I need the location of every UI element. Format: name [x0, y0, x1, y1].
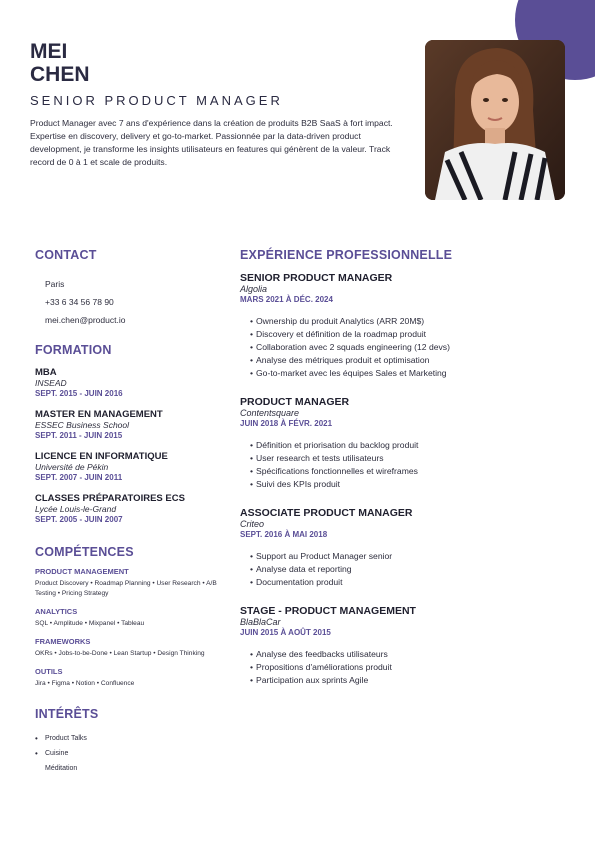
job-company: Criteo	[240, 519, 265, 529]
interest-item: Méditation	[45, 765, 78, 772]
education-item	[35, 493, 230, 525]
left-column	[35, 248, 230, 776]
edu-dates: SEPT. 2011 - JUIN 2015	[35, 431, 123, 440]
edu-degree: MBA	[35, 367, 57, 378]
edu-school: Lycée Louis-le-Grand	[35, 504, 117, 514]
job-bullet: • Propositions d'améliorations produit	[250, 661, 570, 674]
skill-category: OUTILS	[35, 667, 63, 676]
job-dates: JUIN 2018 À FÉVR. 2021	[240, 419, 333, 428]
skills-section	[35, 545, 230, 689]
interest-item: • Product Talks	[35, 731, 230, 746]
last-name: CHEN	[30, 63, 90, 86]
job-company: Algolia	[240, 284, 268, 294]
contact-phone: +33 6 34 56 78 90	[45, 297, 114, 307]
job-dates: SEPT. 2016 À MAI 2018	[240, 530, 328, 539]
contact-city: Paris	[45, 279, 65, 289]
profile-summary: Product Manager avec 7 ans d'expérience dans la création de produits B2B SaaS à fort impact. Expertise en discovery, delivery et go-to-market. Passionnée par la data-driven product development, je transforme les insights utilisateurs en features qui génèrent de la valeur. Track record de 0 à 1 et scale de produits.	[30, 118, 393, 167]
job-bullet: • Discovery et définition de la roadmap produit	[250, 328, 570, 341]
job-bullet: • Collaboration avec 2 squads engineering (12 devs)	[250, 341, 570, 354]
job-bullet: • Analyse data et reporting	[250, 563, 570, 576]
job-entry	[240, 605, 570, 687]
skill-items: Product Discovery • Roadmap Planning • User Research • A/B Testing • Pricing Strategy	[35, 580, 217, 597]
first-name: MEI	[30, 40, 68, 63]
job-company: BlaBlaCar	[240, 617, 281, 627]
interests-heading: INTÉRÊTS	[35, 707, 99, 721]
education-item	[35, 367, 230, 399]
job-bullet: • Participation aux sprints Agile	[250, 674, 570, 687]
job-bullet: • Spécifications fonctionnelles et wireframes	[250, 465, 570, 478]
job-bullet: • Analyse des métriques produit et optimisation	[250, 354, 570, 367]
job-entry	[240, 272, 570, 380]
profile-photo	[425, 40, 565, 200]
education-section	[35, 343, 230, 525]
job-role: SENIOR PRODUCT MANAGER	[240, 272, 393, 284]
interests-section	[35, 707, 230, 776]
edu-degree: CLASSES PRÉPARATOIRES ECS	[35, 493, 185, 504]
job-bullet: • Ownership du produit Analytics (ARR 20M$)	[250, 315, 570, 328]
education-item	[35, 451, 230, 483]
edu-school: INSEAD	[35, 378, 67, 388]
job-entry	[240, 507, 570, 589]
edu-school: Université de Pékin	[35, 462, 109, 472]
job-bullet: • Go-to-market avec les équipes Sales et Marketing	[250, 367, 570, 380]
right-column	[240, 248, 570, 687]
job-bullet: • Suivi des KPIs produit	[250, 478, 570, 491]
candidate-name	[30, 40, 90, 86]
edu-school: ESSEC Business School	[35, 420, 130, 430]
edu-dates: SEPT. 2015 - JUIN 2016	[35, 389, 123, 398]
job-company: Contentsquare	[240, 408, 300, 418]
contact-heading: CONTACT	[35, 248, 97, 262]
job-role: PRODUCT MANAGER	[240, 396, 350, 408]
edu-degree: MASTER EN MANAGEMENT	[35, 409, 163, 420]
edu-dates: SEPT. 2005 - JUIN 2007	[35, 515, 123, 524]
edu-dates: SEPT. 2007 - JUIN 2011	[35, 473, 123, 482]
job-dates: JUIN 2015 À AOÛT 2015	[240, 628, 331, 637]
experience-heading: EXPÉRIENCE PROFESSIONNELLE	[240, 248, 453, 262]
skill-items: SQL • Amplitude • Mixpanel • Tableau	[35, 620, 145, 627]
job-title-heading: SENIOR PRODUCT MANAGER	[30, 93, 283, 108]
job-bullet: • Support au Product Manager senior	[250, 550, 570, 563]
job-entry	[240, 396, 570, 491]
skill-category: FRAMEWORKS	[35, 637, 91, 646]
job-bullet: • Définition et priorisation du backlog produit	[250, 439, 570, 452]
education-heading: FORMATION	[35, 343, 112, 357]
contact-section	[35, 248, 230, 329]
interest-item: • Cuisine	[35, 746, 230, 761]
edu-degree: LICENCE EN INFORMATIQUE	[35, 451, 168, 462]
job-bullet: • Analyse des feedbacks utilisateurs	[250, 648, 570, 661]
skill-category: ANALYTICS	[35, 607, 78, 616]
education-item	[35, 409, 230, 441]
skill-items: Jira • Figma • Notion • Confluence	[35, 680, 135, 687]
skill-items: OKRs • Jobs-to-be-Done • Lean Startup • Design Thinking	[35, 650, 205, 657]
skills-heading: COMPÉTENCES	[35, 545, 134, 559]
contact-email: mei.chen@product.io	[45, 315, 126, 325]
job-role: STAGE - PRODUCT MANAGEMENT	[240, 605, 416, 617]
job-dates: MARS 2021 À DÉC. 2024	[240, 295, 333, 304]
job-role: ASSOCIATE PRODUCT MANAGER	[240, 507, 413, 519]
job-bullet: • User research et tests utilisateurs	[250, 452, 570, 465]
job-bullet: • Documentation produit	[250, 576, 570, 589]
skill-category: PRODUCT MANAGEMENT	[35, 567, 129, 576]
